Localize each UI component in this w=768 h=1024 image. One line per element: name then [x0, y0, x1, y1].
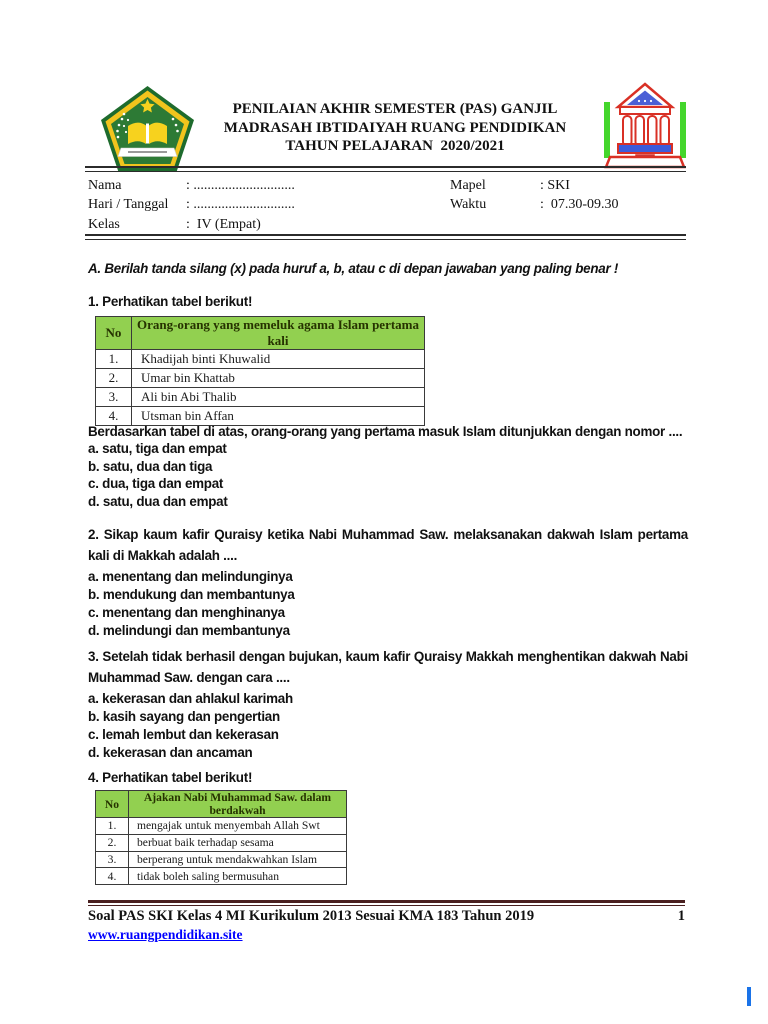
table-row: [96, 350, 425, 369]
cell-text: berperang untuk mendakwahkan Islam: [129, 851, 347, 868]
cell-no: 1.: [96, 818, 129, 835]
question-1-text: Berdasarkan tabel di atas, orang-orang yang pertama masuk Islam ditunjukkan dengan nomor ....: [88, 424, 683, 439]
question-1-option-b: b. satu, dua dan tiga: [88, 458, 213, 474]
info-row-waktu: [450, 195, 685, 214]
section-a-instruction: A. Berilah tanda silang (x) pada huruf a, b, atau c di depan jawaban yang paling benar !: [88, 261, 619, 276]
waktu-value: : 07.30-09.30: [540, 197, 619, 213]
cell-no: 2.: [96, 369, 132, 388]
cell-no: 4.: [96, 868, 129, 885]
header-title-line3: TAHUN PELAJARAN 2020/2021: [285, 138, 505, 154]
question-2-text: 2. Sikap kaum kafir Quraisy ketika Nabi Muhammad Saw. melaksanakan dakwah Islam pertama kali di Makkah adalah ....: [88, 527, 688, 563]
header-cell-no: No: [96, 791, 129, 818]
cell-text: Utsman bin Affan: [132, 407, 425, 426]
question-3-options: [88, 690, 688, 762]
header-title-line1: PENILAIAN AKHIR SEMESTER (PAS) GANJIL: [232, 101, 558, 117]
info-row-hari-tanggal: [88, 195, 438, 214]
table-row: [96, 851, 347, 868]
nama-label: Nama: [88, 178, 122, 193]
table-row: [96, 388, 425, 407]
cell-text: Umar bin Khattab: [132, 369, 425, 388]
header-cell-title: Ajakan Nabi Muhammad Saw. dalam berdakwah: [129, 791, 347, 818]
table-row: [96, 818, 347, 835]
question-3-option-c: c. lemah lembut dan kekerasan: [88, 727, 279, 742]
question-1-block: [88, 423, 688, 510]
info-row-mapel: [450, 176, 685, 195]
cell-text: mengajak untuk menyembah Allah Swt: [129, 818, 347, 835]
question-1-option-a: a. satu, tiga dan empat: [88, 441, 227, 457]
table-header-row: [96, 791, 347, 818]
mapel-value: : SKI: [540, 178, 570, 193]
info-divider-line: [85, 234, 686, 240]
cell-text: berbuat baik terhadap sesama: [129, 834, 347, 851]
question-4-intro: 4. Perhatikan tabel berikut!: [88, 770, 253, 785]
student-info-left: [88, 176, 438, 234]
kemenag-logo-icon: [100, 85, 195, 173]
table-header-row: [96, 317, 425, 350]
hari-tanggal-label: Hari / Tanggal: [88, 197, 169, 213]
footer-text: Soal PAS SKI Kelas 4 MI Kurikulum 2013 Sesuai KMA 183 Tahun 2019: [88, 908, 535, 924]
question-1-option-c: c. dua, tiga dan empat: [88, 476, 224, 492]
question-2-option-b: b. mendukung dan membantunya: [88, 587, 295, 603]
cell-no: 3.: [96, 388, 132, 407]
hari-tanggal-value: : .............................: [186, 197, 295, 213]
ruang-pendidikan-logo-icon: [604, 82, 686, 175]
footer-link-wrap: [88, 927, 243, 943]
question-2-option-a: a. menentang dan melindunginya: [88, 569, 293, 585]
page-number: 1: [677, 908, 685, 924]
cell-text: Khadijah binti Khuwalid: [132, 350, 425, 369]
website-link[interactable]: www.ruangpendidikan.site: [88, 927, 243, 942]
exam-header-title: [195, 100, 595, 156]
question-2-option-c: c. menentang dan menghinanya: [88, 605, 285, 620]
question-3-option-a: a. kekerasan dan ahlakul karimah: [88, 691, 293, 707]
question-1-intro: 1. Perhatikan tabel berikut!: [88, 294, 253, 309]
info-row-nama: [88, 176, 438, 195]
nama-value: : .............................: [186, 178, 295, 193]
scrollbar-thumb[interactable]: [747, 987, 751, 1006]
header-title-line2: MADRASAH IBTIDAIYAH RUANG PENDIDIKAN: [223, 119, 567, 136]
header-cell-no: No: [96, 317, 132, 350]
cell-no: 4.: [96, 407, 132, 426]
question-2-option-d: d. melindungi dan membantunya: [88, 622, 290, 638]
kelas-value: : IV (Empat): [186, 216, 261, 232]
table-row: [96, 868, 347, 885]
mapel-label: Mapel: [450, 178, 486, 193]
cell-no: 2.: [96, 834, 129, 851]
header-cell-title: Orang-orang yang memeluk agama Islam pertama kali: [132, 317, 425, 350]
question-1-option-d: d. satu, dua dan empat: [88, 493, 228, 509]
table-row: [96, 834, 347, 851]
question-4-table: [95, 790, 347, 885]
question-2-block: [88, 525, 688, 640]
student-info-right: [450, 176, 685, 215]
question-3-text: 3. Setelah tidak berhasil dengan bujukan, kaum kafir Quraisy Makkah menghentikan dakwah Nabi Muhammad Saw. dengan cara ....: [88, 649, 688, 685]
question-3-option-b: b. kasih sayang dan pengertian: [88, 709, 280, 725]
cell-text: tidak boleh saling bermusuhan: [129, 868, 347, 885]
info-row-kelas: [88, 215, 438, 234]
waktu-label: Waktu: [450, 197, 487, 213]
cell-no: 1.: [96, 350, 132, 369]
question-1-table: [95, 316, 425, 426]
question-3-block: [88, 647, 688, 762]
question-2-options: [88, 568, 688, 640]
question-3-option-d: d. kekerasan dan ancaman: [88, 744, 253, 760]
cell-no: 3.: [96, 851, 129, 868]
header-divider-line: [85, 166, 686, 172]
footer-divider-line: [88, 900, 685, 906]
kelas-label: Kelas: [88, 216, 120, 232]
cell-text: Ali bin Abi Thalib: [132, 388, 425, 407]
table-row: [96, 369, 425, 388]
footer-row: [88, 908, 685, 925]
